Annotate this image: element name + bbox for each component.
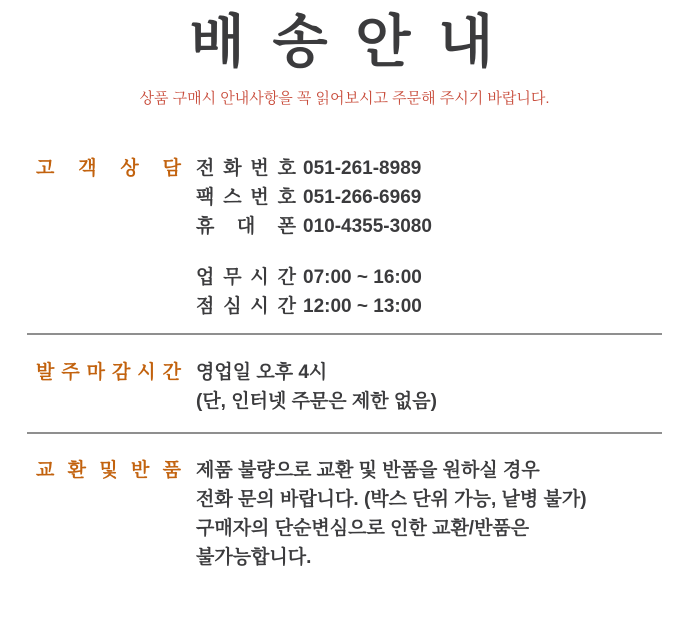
fax-field-label: 팩 스 번 호: [196, 187, 296, 209]
page-title: 배 송 안 내: [189, 10, 500, 74]
deadline-note-line: (단, 인터넷 주문은 제한 없음): [196, 391, 437, 413]
customer-service-content: [196, 154, 662, 321]
deadline-line: 영업일 오후 4시: [196, 362, 328, 384]
field-row-mobile: [196, 212, 662, 241]
exchange-return-content: [196, 456, 662, 572]
page-subtitle: 상품 구매시 안내사항을 꼭 읽어보시고 주문해 주시기 바랍니다.: [139, 90, 550, 108]
business-hours-field-label: 업 무 시 간: [196, 267, 296, 289]
blank-line: [196, 241, 662, 263]
section-customer-service: [0, 154, 689, 321]
fax-number: 051-266-6969: [303, 187, 422, 209]
section-divider: [27, 432, 662, 434]
business-hours-value: 07:00 ~ 16:00: [303, 267, 422, 289]
section-label-order-deadline: 발 주 마 감 시 간: [36, 362, 181, 384]
section-label-customer-service: 고 객 상 담: [36, 158, 181, 180]
section-divider: [27, 333, 662, 335]
mobile-number: 010-4355-3080: [303, 216, 432, 238]
mobile-field-label: 휴 대 폰: [196, 216, 296, 238]
exchange-line: 제품 불량으로 교환 및 반품을 원하실 경우: [196, 460, 540, 482]
order-deadline-content: [196, 358, 662, 416]
exchange-line: 불가능합니다.: [196, 547, 312, 569]
lunch-hours-value: 12:00 ~ 13:00: [303, 296, 422, 318]
phone-field-label: 전 화 번 호: [196, 158, 296, 180]
exchange-line: 전화 문의 바랍니다. (박스 단위 가능, 낱병 불가): [196, 489, 587, 511]
section-label-exchange-return: 교 환 및 반 품: [36, 460, 181, 482]
field-row-business-hours: [196, 263, 662, 292]
phone-number: 051-261-8989: [303, 158, 422, 180]
exchange-line: 구매자의 단순변심으로 인한 교환/반품은: [196, 518, 530, 540]
lunch-hours-field-label: 점 심 시 간: [196, 296, 296, 318]
section-exchange-return: [0, 456, 689, 572]
field-row-lunch-hours: [196, 292, 662, 321]
section-order-deadline: [0, 358, 689, 416]
field-row-phone: [196, 154, 662, 183]
field-row-fax: [196, 183, 662, 212]
